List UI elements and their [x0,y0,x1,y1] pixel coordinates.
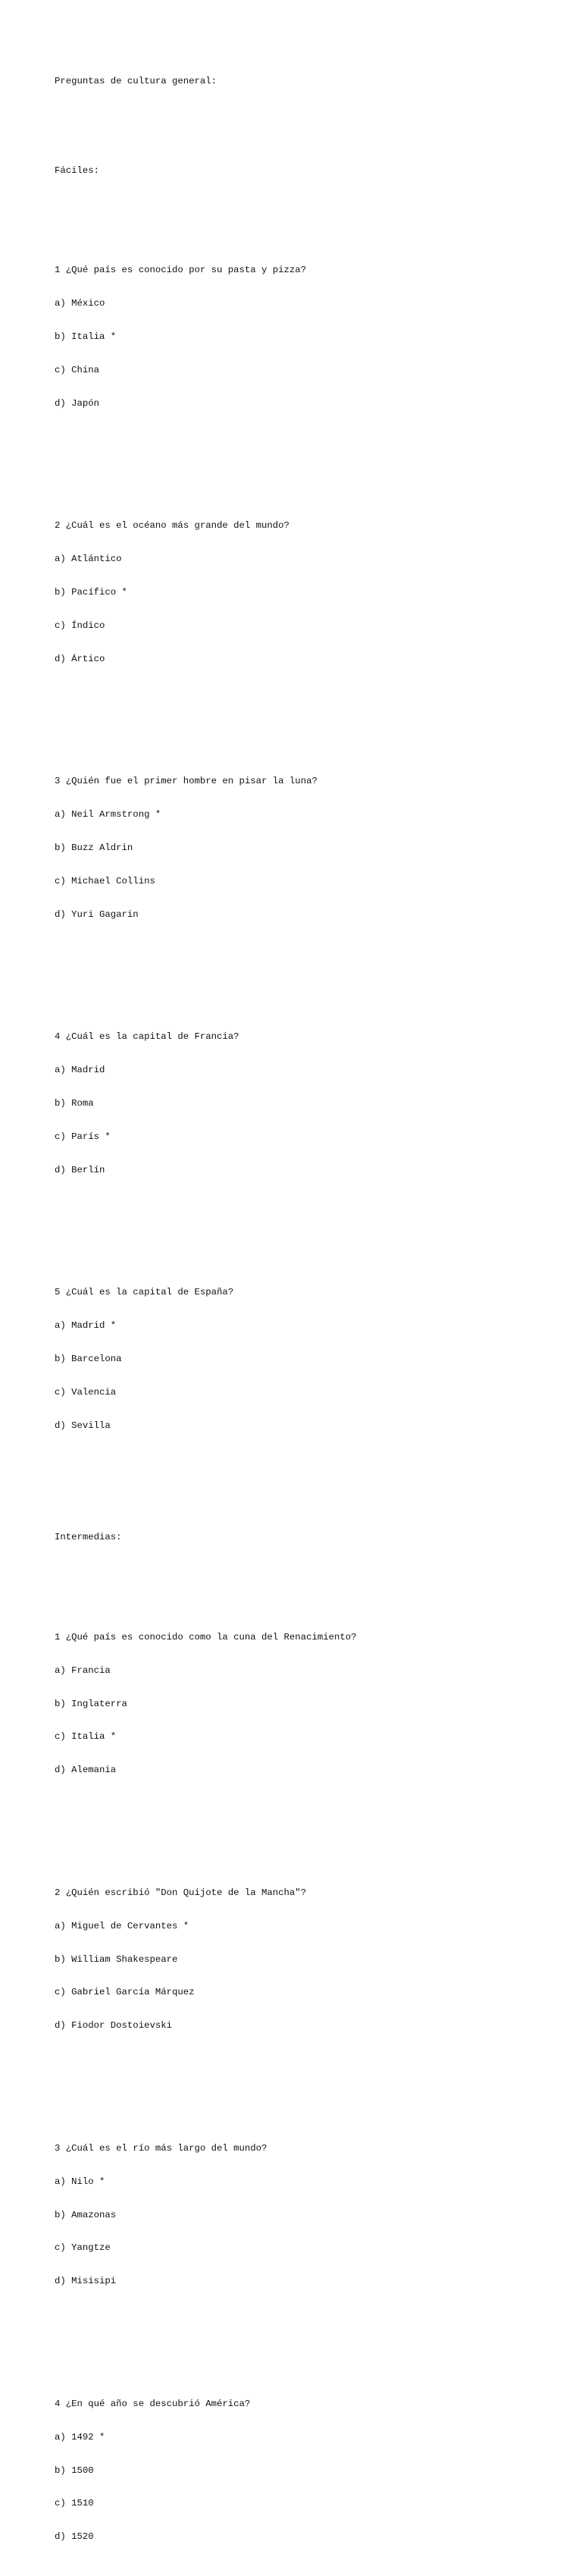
question-block [55,1009,356,1198]
answer-option: b) Amazonas [55,2209,117,2220]
blank-line [55,965,356,976]
question-block [55,754,356,943]
question-block [55,1265,356,1454]
answer-option: b) William Shakespeare [55,1953,178,1965]
blank-line [55,2332,356,2343]
blank-line [55,1476,356,1487]
answer-option: a) Madrid * [55,1320,117,1332]
blank-line [55,453,356,465]
answer-option: d) Fiodor Dostoievski [55,2020,172,2032]
answer-option: b) Barcelona [55,1354,122,1365]
question-text: 4 ¿Cuál es la capital de Francia? [55,1031,239,1043]
blank-line [55,1821,356,1832]
answer-option: d) Yuri Gagarin [55,909,139,921]
question-text: 4 ¿En qué año se descubrió América? [55,2398,251,2409]
answer-option: c) Yangtze [55,2242,111,2254]
answer-option: b) Buzz Aldrin [55,842,133,854]
question-text: 3 ¿Cuál es el río más largo del mundo? [55,2142,268,2154]
question-text: 2 ¿Cuál es el océano más grande del mundo? [55,520,289,532]
answer-option: c) París * [55,1131,111,1143]
answer-option: d) Sevilla [55,1420,111,1432]
answer-option: a) Atlántico [55,554,122,565]
blank-line [55,2076,356,2088]
answer-option: d) Alemania [55,1765,117,1776]
answer-option: c) Italia * [55,1731,117,1743]
answer-option: b) Inglaterra [55,1698,127,1709]
answer-option: a) Nilo * [55,2176,105,2187]
section-heading: Fáciles: [55,165,100,176]
question-text: 1 ¿Qué país es conocido como la cuna del Renacimiento? [55,1631,357,1643]
answer-option: b) Roma [55,1098,94,1109]
document-title: Preguntas de cultura general: [55,76,217,87]
answer-option: c) Gabriel García Márquez [55,1987,195,1998]
question-block [55,1609,356,1798]
answer-option: a) México [55,298,105,309]
question-text: 2 ¿Quién escribió "Don Quijote de la Mancha"? [55,1887,307,1898]
answer-option: c) 1510 [55,2498,94,2509]
blank-line [55,109,356,121]
answer-option: d) 1520 [55,2531,94,2543]
answer-option: b) Pacífico * [55,587,127,598]
answer-option: c) China [55,365,100,376]
question-block [55,498,356,687]
answer-option: c) Índico [55,620,105,632]
answer-option: a) Madrid [55,1065,105,1076]
blank-line [55,1220,356,1232]
question-text: 5 ¿Cuál es la capital de España? [55,1287,234,1298]
question-block [55,1865,356,2054]
blank-line [55,709,356,720]
answer-option: c) Valencia [55,1387,117,1398]
answer-option: a) Francia [55,1665,111,1676]
blank-line [55,1565,356,1577]
answer-option: d) Japón [55,398,100,409]
question-block [55,243,356,431]
answer-option: c) Michael Collins [55,876,155,887]
answer-option: d) Misisipi [55,2276,117,2287]
document-body [55,54,356,2576]
question-block [55,2120,356,2309]
question-text: 1 ¿Qué país es conocido por su pasta y pizza? [55,265,307,276]
answer-option: a) 1492 * [55,2431,105,2443]
question-block [55,2376,356,2565]
section-heading: Intermedias: [55,1531,122,1542]
answer-option: d) Ártico [55,654,105,665]
answer-option: b) 1500 [55,2465,94,2476]
answer-option: a) Miguel de Cervantes * [55,1920,189,1931]
answer-option: b) Italia * [55,331,117,343]
blank-line [55,198,356,209]
answer-option: d) Berlín [55,1165,105,1176]
question-text: 3 ¿Quién fue el primer hombre en pisar la luna? [55,776,318,787]
answer-option: a) Neil Armstrong * [55,809,161,820]
